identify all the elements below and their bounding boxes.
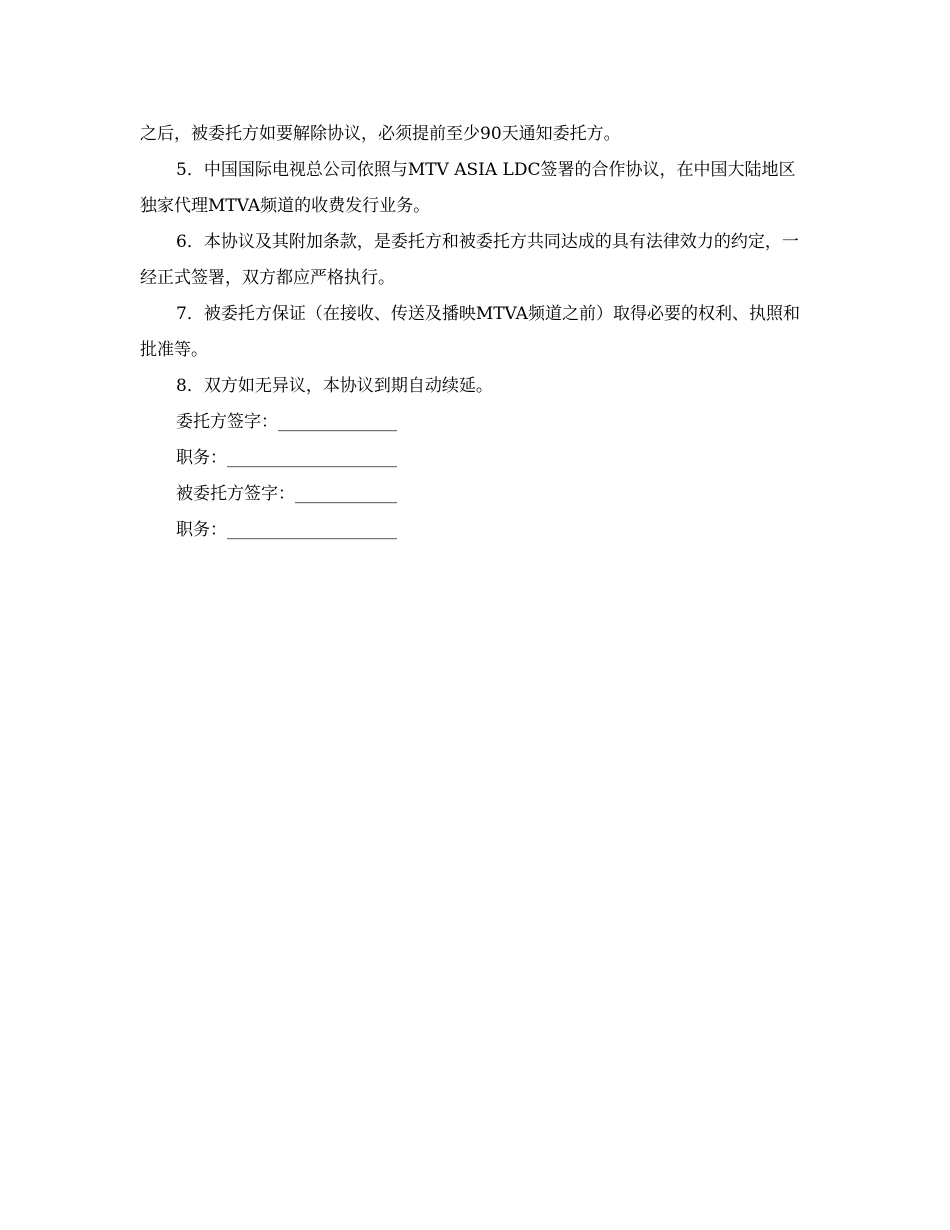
paragraph-clause-8: 8．双方如无异议，本协议到期自动续延。 bbox=[176, 376, 493, 396]
signature-line-principal-title: 职务：____________________ bbox=[176, 448, 397, 468]
paragraph-continuation: 之后，被委托方如要解除协议，必须提前至少90天通知委托方。 bbox=[140, 124, 621, 144]
signature-line-principal: 委托方签字：______________ bbox=[176, 412, 397, 432]
signature-line-agent-title: 职务：____________________ bbox=[176, 520, 397, 540]
paragraph-clause-6: 6．本协议及其附加条款，是委托方和被委托方共同达成的具有法律效力的约定，一经正式签署，双方都应严格执行。 bbox=[140, 232, 799, 288]
document-body bbox=[140, 116, 810, 548]
paragraph-clause-5: 5．中国国际电视总公司依照与MTV ASIA LDC签署的合作协议，在中国大陆地区独家代理MTVA频道的收费发行业务。 bbox=[140, 160, 796, 216]
signature-line-agent: 被委托方签字：____________ bbox=[176, 484, 397, 504]
paragraph-clause-7: 7．被委托方保证（在接收、传送及播映MTVA频道之前）取得必要的权利、执照和批准等。 bbox=[140, 304, 800, 360]
